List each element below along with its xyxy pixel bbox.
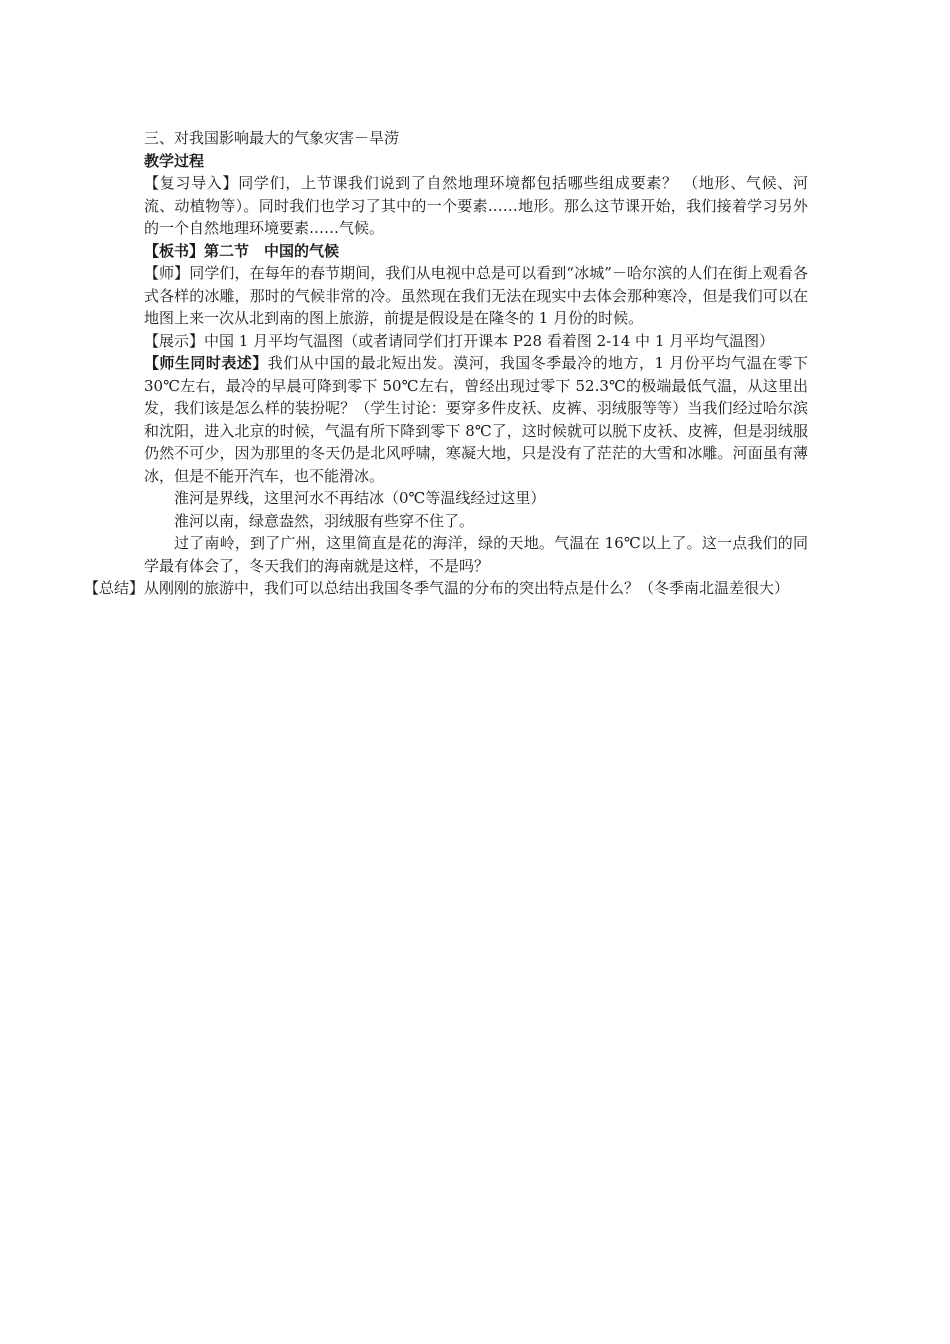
narration-text: 我们从中国的最北短出发。漠河，我国冬季最冷的地方，1 月份平均气温在零下 30℃左右，最冷的早晨可降到零下 50℃左右，曾经出现过零下 52.3℃的极端最低气温，从这里出发，我们该是怎么样的装扮呢？（学生讨论：要穿多件皮袄、皮裤、羽绒服等等）当我们经过哈尔滨和沈阳，进入北京的时候，气温有所下降到零下 8℃了，这时候就可以脱下皮袄、皮裤，但是羽绒服仍然不可少，因为那里的冬天仍是北风呼啸，寒凝大地，只是没有了茫茫的大雪和冰雕。河面虽有薄冰，但是不能开汽车，也不能滑冰。 [144, 354, 808, 485]
review-paragraph [144, 172, 808, 240]
board-label: 【板书】 [144, 241, 205, 260]
guangzhou-paragraph: 过了南岭，到了广州，这里简直是花的海洋，绿的天地。气温在 16℃以上了。这一点我们的同学最有体会了，冬天我们的海南就是这样，不是吗？ [144, 534, 808, 575]
huaihe-south-paragraph: 淮河以南，绿意盎然，羽绒服有些穿不住了。 [174, 511, 475, 530]
process-title: 教学过程 [144, 151, 205, 170]
display-paragraph [144, 330, 808, 353]
board-paragraph [144, 240, 808, 263]
summary-label: 【总结】 [84, 579, 145, 597]
board-text: 第二节 中国的气候 [204, 241, 340, 260]
document-body [84, 127, 808, 600]
review-text: 同学们，上节课我们说到了自然地理环境都包括哪些组成要素？ （地形、气候、河流、动植物等）。同时我们也学习了其中的一个要素……地形。那么这节课开始，我们接着学习另外的一个自然地理环境要素……气候。 [144, 174, 808, 237]
teacher-label: 【师】 [144, 264, 190, 282]
summary-text: 从刚刚的旅游中，我们可以总结出我国冬季气温的分布的突出特点是什么？（冬季南北温差很大） [144, 579, 790, 597]
teacher-text: 同学们，在每年的春节期间，我们从电视中总是可以看到“冰城”－哈尔滨的人们在街上观看各式各样的冰雕，那时的气候非常的冷。虽然现在我们无法在现实中去体会那种寒冷，但是我们可以在地图上来一次从北到南的图上旅游，前提是假设是在隆冬的 1 月份的时候。 [144, 264, 808, 327]
display-label: 【展示】 [144, 331, 205, 350]
display-text: 中国 1 月平均气温图（或者请同学们打开课本 P28 看着图 2-14 中 1 月平均气温图） [204, 331, 775, 350]
summary-paragraph [84, 577, 808, 600]
teacher-paragraph [144, 262, 808, 330]
review-label: 【复习导入】 [144, 174, 239, 192]
huaihe-line-paragraph: 淮河是界线，这里河水不再结冰（0℃等温线经过这里） [174, 489, 546, 507]
narration-label: 【师生同时表述】 [144, 354, 268, 372]
narration-paragraph [144, 352, 808, 487]
section-heading: 三、对我国影响最大的气象灾害－旱涝 [144, 129, 400, 147]
